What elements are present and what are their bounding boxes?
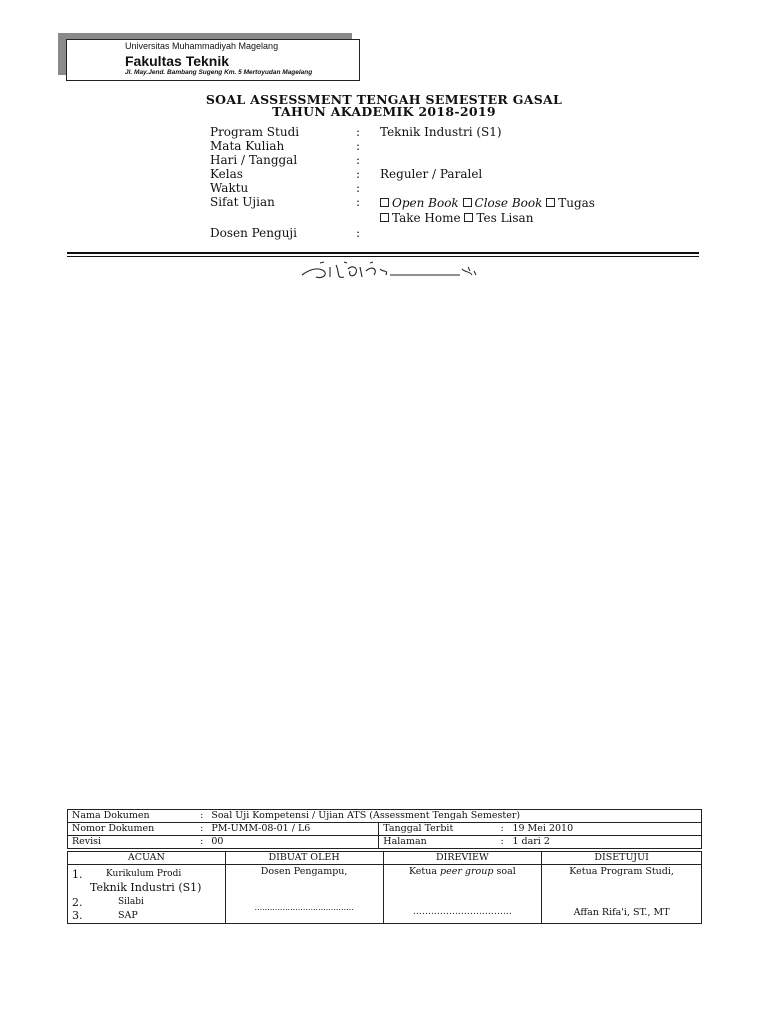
colon: : bbox=[496, 823, 508, 836]
dibuat-oleh-cell bbox=[225, 865, 383, 924]
row-revisi bbox=[68, 836, 702, 849]
row-nama-dokumen bbox=[68, 810, 702, 823]
colon: : bbox=[356, 226, 361, 240]
colon: : bbox=[356, 167, 361, 181]
disetujui-role: Ketua Program Studi, bbox=[569, 866, 674, 877]
label-hari-tanggal: Hari / Tanggal bbox=[210, 153, 298, 167]
label-kelas: Kelas bbox=[210, 167, 243, 181]
option-take-home: Take Home bbox=[392, 211, 461, 225]
acuan-item-3: SAP bbox=[118, 910, 138, 921]
direview-role-prefix: Ketua bbox=[408, 866, 441, 877]
option-tes-lisan: Tes Lisan bbox=[476, 211, 534, 225]
acuan-num-2: 2. bbox=[72, 896, 83, 909]
colon: : bbox=[356, 125, 361, 139]
value-nama-dokumen: Soal Uji Kompetensi / Ujian ATS (Assessment Tengah Semester) bbox=[207, 810, 701, 823]
academic-year: TAHUN AKADEMIK 2018-2019 bbox=[272, 104, 496, 119]
direview-role-suffix: soal bbox=[493, 866, 516, 877]
dibuat-oleh-role: Dosen Pengampu, bbox=[260, 866, 348, 877]
value-halaman: 1 dari 2 bbox=[508, 836, 701, 849]
colon: : bbox=[196, 810, 207, 823]
faculty-name: Fakultas Teknik bbox=[125, 53, 230, 69]
label-sifat-ujian: Sifat Ujian bbox=[210, 195, 275, 209]
faculty-address: Jl. May.Jend. Bambang Sugeng Km. 5 Mertoyudan Magelang bbox=[125, 69, 313, 76]
approval-header-row bbox=[68, 852, 702, 865]
label-halaman: Halaman bbox=[379, 836, 497, 849]
acuan-num-3: 3. bbox=[72, 909, 83, 922]
dibuat-oleh-signature: ....................................... bbox=[254, 903, 354, 912]
row-nomor-dokumen bbox=[68, 823, 702, 836]
acuan-num-1: 1. bbox=[72, 868, 83, 881]
label-tanggal-terbit: Tanggal Terbit bbox=[379, 823, 497, 836]
header-acuan: ACUAN bbox=[68, 852, 226, 865]
divider-thick bbox=[67, 252, 699, 254]
colon: : bbox=[356, 181, 361, 195]
header-dibuat-oleh: DIBUAT OLEH bbox=[225, 852, 383, 865]
option-close-book: Close Book bbox=[474, 196, 543, 210]
value-kelas: Reguler / Paralel bbox=[380, 167, 483, 181]
value-tanggal-terbit: 19 Mei 2010 bbox=[508, 823, 701, 836]
disetujui-cell bbox=[542, 865, 702, 924]
approval-table bbox=[67, 851, 702, 924]
direview-cell bbox=[383, 865, 542, 924]
label-mata-kuliah: Mata Kuliah bbox=[210, 139, 285, 153]
direview-role-italic: peer group bbox=[440, 866, 494, 877]
colon: : bbox=[496, 836, 508, 849]
value-revisi: 00 bbox=[207, 836, 378, 849]
header-disetujui: DISETUJUI bbox=[542, 852, 702, 865]
colon: : bbox=[356, 195, 361, 209]
acuan-item-2: Silabi bbox=[118, 897, 144, 907]
faculty-header bbox=[66, 39, 360, 81]
colon: : bbox=[356, 153, 361, 167]
checkbox-close-book[interactable] bbox=[463, 198, 472, 207]
label-nomor-dokumen: Nomor Dokumen bbox=[68, 823, 197, 836]
checkbox-tes-lisan[interactable] bbox=[464, 213, 473, 222]
value-nomor-dokumen: PM-UMM-08-01 / L6 bbox=[207, 823, 378, 836]
acuan-item-1: Kurikulum Prodi bbox=[106, 869, 182, 879]
value-program-studi: Teknik Industri (S1) bbox=[380, 125, 502, 139]
label-program-studi: Program Studi bbox=[210, 125, 300, 139]
checkbox-open-book[interactable] bbox=[380, 198, 389, 207]
direview-signature: …………………………… bbox=[412, 907, 512, 917]
disetujui-name: Affan Rifa'i, ST., MT bbox=[573, 907, 670, 918]
label-nama-dokumen: Nama Dokumen bbox=[68, 810, 197, 823]
label-waktu: Waktu bbox=[210, 181, 249, 195]
option-tugas: Tugas bbox=[558, 196, 595, 210]
approval-body-row bbox=[68, 865, 702, 924]
label-revisi: Revisi bbox=[68, 836, 197, 849]
acuan-cell bbox=[68, 865, 226, 924]
document-info-table bbox=[67, 809, 702, 849]
university-name: Universitas Muhammadiyah Magelang bbox=[125, 41, 279, 51]
colon: : bbox=[196, 823, 207, 836]
option-open-book: Open Book bbox=[392, 196, 459, 210]
acuan-item-1b: Teknik Industri (S1) bbox=[90, 881, 202, 894]
divider-thin bbox=[67, 256, 699, 257]
sifat-ujian-options-row2 bbox=[380, 211, 533, 225]
checkbox-tugas[interactable] bbox=[546, 198, 555, 207]
exam-title: SOAL ASSESSMENT TENGAH SEMESTER GASAL bbox=[205, 92, 563, 107]
checkbox-take-home[interactable] bbox=[380, 213, 389, 222]
header-direview: DIREVIEW bbox=[383, 852, 542, 865]
sifat-ujian-options-row1 bbox=[380, 196, 595, 210]
basmalah-calligraphy bbox=[300, 259, 478, 283]
colon: : bbox=[356, 139, 361, 153]
label-dosen-penguji: Dosen Penguji bbox=[210, 226, 297, 240]
colon: : bbox=[196, 836, 207, 849]
direview-role bbox=[384, 866, 542, 877]
